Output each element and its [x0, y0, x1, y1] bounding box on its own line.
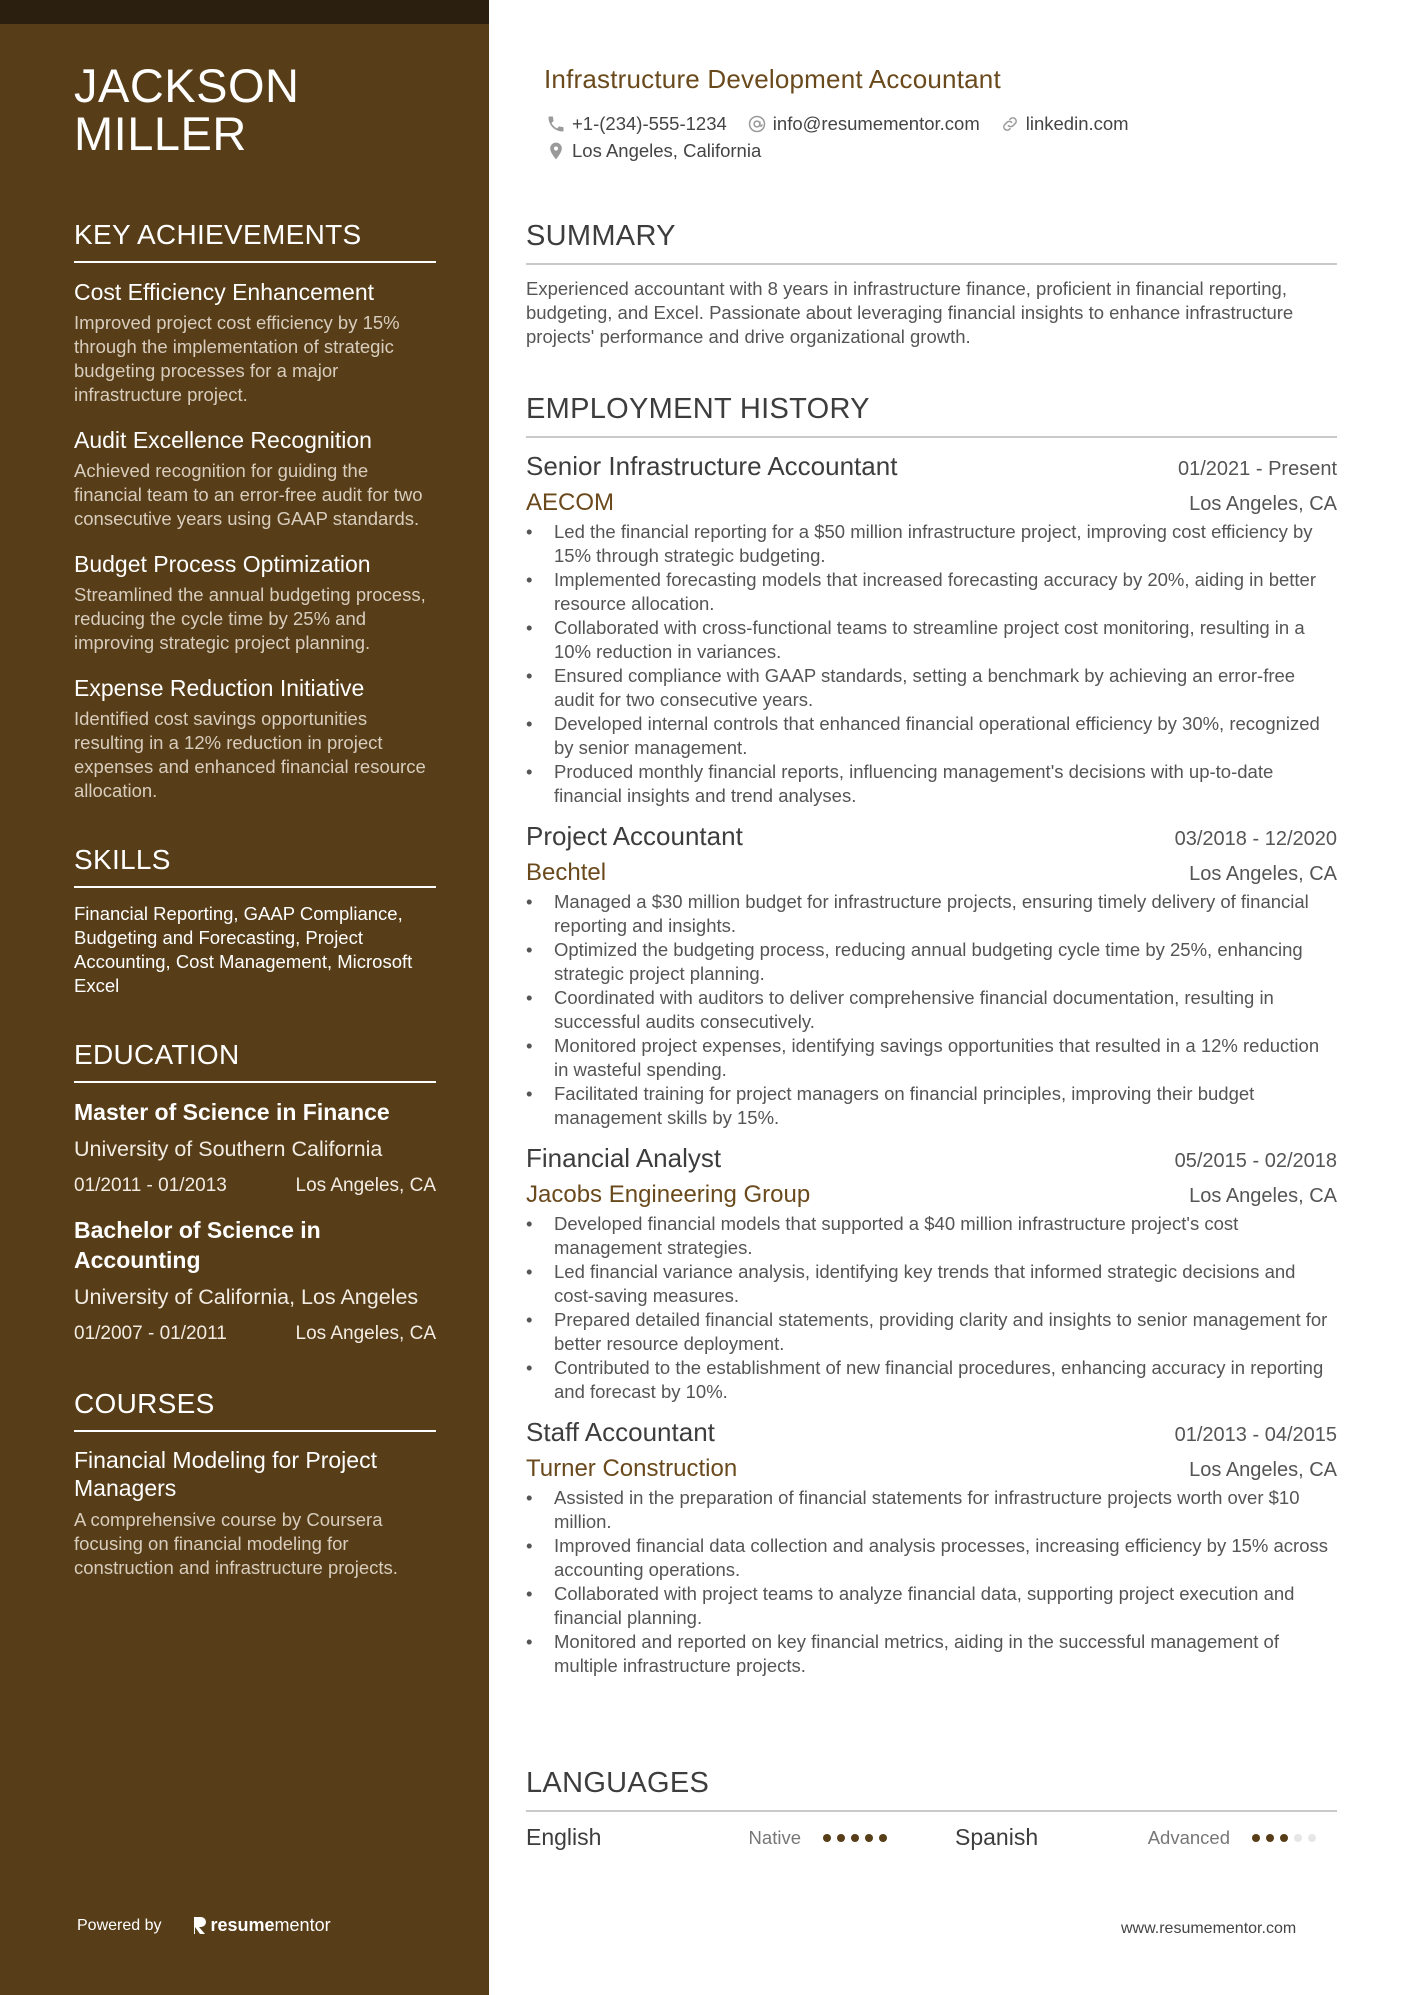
achievement-title: Cost Efficiency Enhancement: [74, 279, 375, 305]
achievement-desc: Streamlined the annual budgeting process, reducing the cycle time by 25% and improving strategic project planning.: [74, 584, 426, 653]
course-title: Financial Modeling for Project Managers: [74, 1447, 377, 1501]
bullet-item: • Assisted in the preparation of financial statements for infrastructure projects worth over $10 million.: [526, 1486, 1337, 1534]
contact-location: [546, 140, 761, 162]
job-bullets: [526, 890, 1337, 1130]
name-first: JACKSON: [74, 59, 300, 112]
location-text: Los Angeles, California: [572, 140, 762, 161]
bullet-item: • Ensured compliance with GAAP standards, setting a benchmark by achieving an error-free audit for two consecutive years.: [526, 664, 1337, 712]
achievement-item: [74, 673, 436, 803]
rating-dot-filled: [1266, 1834, 1274, 1842]
sidebar: [0, 0, 489, 1995]
bullet-item: • Managed a $30 million budget for infrastructure projects, ensuring timely delivery of financial reporting and insights.: [526, 890, 1337, 938]
job-title: Infrastructure Development Accountant: [544, 64, 1001, 94]
skills-list: Financial Reporting, GAAP Compliance, Budgeting and Forecasting, Project Accounting, Cost Management, Microsoft Excel: [74, 903, 413, 996]
bullet-item: • Contributed to the establishment of new financial procedures, enhancing accuracy in reporting and forecast by 10%.: [526, 1356, 1337, 1404]
education-heading: EDUCATION: [74, 1038, 436, 1083]
language-name: Spanish: [955, 1824, 1039, 1850]
rating-dot-empty: [1308, 1834, 1316, 1842]
linkedin-text: linkedin.com: [1025, 113, 1129, 134]
skills-section: [74, 843, 436, 998]
contact-row: [546, 113, 1149, 135]
education-item: [74, 1097, 436, 1199]
language-rating: [1252, 1834, 1322, 1842]
bullet-item: • Monitored and reported on key financial metrics, aiding in the successful management of multiple infrastructure projects.: [526, 1630, 1337, 1678]
rating-dot-filled: [879, 1834, 887, 1842]
job-dates: 01/2013 - 04/2015: [1174, 1424, 1337, 1446]
edu-location: Los Angeles, CA: [295, 1323, 436, 1344]
bullet-item: • Facilitated training for project managers on financial principles, improving their budget management skills by 15%.: [526, 1082, 1337, 1130]
job-role: Staff Accountant: [526, 1417, 715, 1447]
brand-bold: resume: [210, 1915, 275, 1935]
phone-icon: [546, 114, 566, 134]
job-location: Los Angeles, CA: [1189, 863, 1337, 885]
course-desc: A comprehensive course by Coursera focusing on financial modeling for construction and infrastructure projects.: [74, 1509, 398, 1578]
job-dates: 01/2021 - Present: [1178, 458, 1337, 480]
bullet-item: • Implemented forecasting models that increased forecasting accuracy by 20%, aiding in better resource allocation.: [526, 568, 1337, 616]
education-section: [74, 1038, 436, 1347]
rating-dot-filled: [1252, 1834, 1260, 1842]
brand-light: mentor: [274, 1915, 331, 1935]
achievement-item: [74, 277, 436, 407]
rating-dot-empty: [1294, 1834, 1302, 1842]
languages-section: [526, 1766, 1337, 1851]
bullet-item: • Prepared detailed financial statements, providing clarity and insights to senior management for better resource deployment.: [526, 1308, 1337, 1356]
bullet-item: • Improved financial data collection and analysis processes, increasing efficiency by 15% across accounting operations.: [526, 1534, 1337, 1582]
job-bullets: [526, 1212, 1337, 1404]
edu-degree: Master of Science in Finance: [74, 1099, 390, 1125]
link-icon: [1000, 114, 1020, 134]
bullet-item: • Led the financial reporting for a $50 million infrastructure project, improving cost efficiency by 15% through strategic budgeting.: [526, 520, 1337, 568]
job-entry: [526, 450, 1337, 808]
bullet-item: • Produced monthly financial reports, influencing management's decisions with up-to-date financial insights and trend analyses.: [526, 760, 1337, 808]
achievement-item: [74, 425, 436, 531]
candidate-name: [74, 59, 436, 160]
bullet-item: • Developed financial models that supported a $40 million infrastructure project's cost management strategies.: [526, 1212, 1337, 1260]
achievement-title: Expense Reduction Initiative: [74, 675, 365, 701]
job-company: AECOM: [526, 489, 615, 516]
job-dates: 03/2018 - 12/2020: [1174, 828, 1337, 850]
achievements-section: [74, 218, 436, 803]
contact-phone[interactable]: [546, 113, 727, 135]
contact-email[interactable]: [747, 113, 980, 135]
bullet-item: • Collaborated with cross-functional teams to streamline project cost monitoring, resulting in a 10% reduction in variances.: [526, 616, 1337, 664]
achievement-desc: Improved project cost efficiency by 15% through the implementation of strategic budgeting processes for a major infrastructure project.: [74, 312, 400, 405]
bullet-item: • Led financial variance analysis, identifying key trends that informed strategic decisions and cost-saving measures.: [526, 1260, 1337, 1308]
job-bullets: [526, 1486, 1337, 1678]
achievement-item: [74, 549, 436, 655]
at-icon: [747, 114, 767, 134]
language-level: Native: [748, 1826, 801, 1848]
rating-dot-filled: [851, 1834, 859, 1842]
phone-text: +1-(234)-555-1234: [572, 113, 727, 134]
language-level: Advanced: [1147, 1826, 1230, 1848]
education-item: [74, 1215, 436, 1347]
bullet-item: • Collaborated with project teams to analyze financial data, supporting project execution and financial planning.: [526, 1582, 1337, 1630]
bullet-item: • Monitored project expenses, identifying savings opportunities that resulted in a 12% reduction in wasteful spending.: [526, 1034, 1337, 1082]
contact-linkedin[interactable]: [1000, 113, 1129, 135]
job-entry: [526, 820, 1337, 1130]
edu-dates: 01/2011 - 01/2013: [74, 1175, 227, 1196]
courses-heading: COURSES: [74, 1387, 436, 1432]
languages-row: [526, 1824, 1337, 1851]
bullet-item: • Optimized the budgeting process, reducing annual budgeting cycle time by 25%, enhancing strategic project planning.: [526, 938, 1337, 986]
achievement-desc: Identified cost savings opportunities resulting in a 12% reduction in project expenses and enhanced financial resource allocation.: [74, 708, 426, 801]
job-company: Bechtel: [526, 859, 607, 886]
bullet-item: • Coordinated with auditors to deliver comprehensive financial documentation, resulting in successful audits consecutively.: [526, 986, 1337, 1034]
employment-section: [526, 392, 1337, 1678]
summary-heading: SUMMARY: [526, 219, 1337, 265]
footer-url[interactable]: www.resumementor.com: [1121, 1920, 1297, 1937]
powered-by: [77, 1915, 331, 1936]
sidebar-top-bar: [0, 0, 489, 24]
employment-heading: EMPLOYMENT HISTORY: [526, 392, 1337, 438]
achievement-desc: Achieved recognition for guiding the financial team to an error-free audit for two consecutive years using GAAP standards.: [74, 460, 423, 529]
rating-dot-filled: [823, 1834, 831, 1842]
job-entry: [526, 1416, 1337, 1678]
email-text: info@resumementor.com: [772, 113, 980, 134]
rating-dot-filled: [837, 1834, 845, 1842]
bullet-item: • Developed internal controls that enhanced financial operational efficiency by 30%, recognized by senior management.: [526, 712, 1337, 760]
rating-dot-filled: [1280, 1834, 1288, 1842]
rating-dot-filled: [865, 1834, 873, 1842]
courses-section: [74, 1387, 436, 1580]
job-role: Project Accountant: [526, 821, 743, 851]
languages-heading: LANGUAGES: [526, 1766, 1337, 1812]
edu-school: University of Southern California: [74, 1137, 383, 1161]
summary-section: [526, 219, 1337, 349]
job-location: Los Angeles, CA: [1189, 493, 1337, 515]
job-location: Los Angeles, CA: [1189, 1185, 1337, 1207]
summary-text: Experienced accountant with 8 years in infrastructure finance, proficient in financial reporting, budgeting, and Excel. Passionate about leveraging financial insights to enhance infrastructure projects' performance and drive organizational growth.: [526, 278, 1294, 347]
achievement-title: Budget Process Optimization: [74, 551, 371, 577]
job-company: Turner Construction: [526, 1455, 738, 1482]
edu-dates: 01/2007 - 01/2011: [74, 1323, 227, 1344]
job-role: Senior Infrastructure Accountant: [526, 451, 898, 481]
edu-location: Los Angeles, CA: [295, 1175, 436, 1196]
job-bullets: [526, 520, 1337, 808]
achievements-heading: KEY ACHIEVEMENTS: [74, 218, 436, 263]
edu-degree: Bachelor of Science in Accounting: [74, 1217, 321, 1273]
skills-heading: SKILLS: [74, 843, 436, 888]
resumementor-logo-icon: [192, 1916, 207, 1935]
contact-row: [546, 140, 781, 162]
job-role: Financial Analyst: [526, 1143, 722, 1173]
job-entry: [526, 1142, 1337, 1404]
location-pin-icon: [546, 141, 566, 161]
job-location: Los Angeles, CA: [1189, 1459, 1337, 1481]
edu-school: University of California, Los Angeles: [74, 1285, 419, 1309]
achievement-title: Audit Excellence Recognition: [74, 427, 372, 453]
language-rating: [823, 1834, 955, 1842]
powered-by-label: Powered by: [77, 1916, 162, 1934]
job-dates: 05/2015 - 02/2018: [1174, 1150, 1337, 1172]
brand-logo[interactable]: [192, 1915, 331, 1936]
name-last: MILLER: [74, 107, 247, 160]
language-name: English: [526, 1824, 602, 1850]
job-company: Jacobs Engineering Group: [526, 1181, 811, 1208]
